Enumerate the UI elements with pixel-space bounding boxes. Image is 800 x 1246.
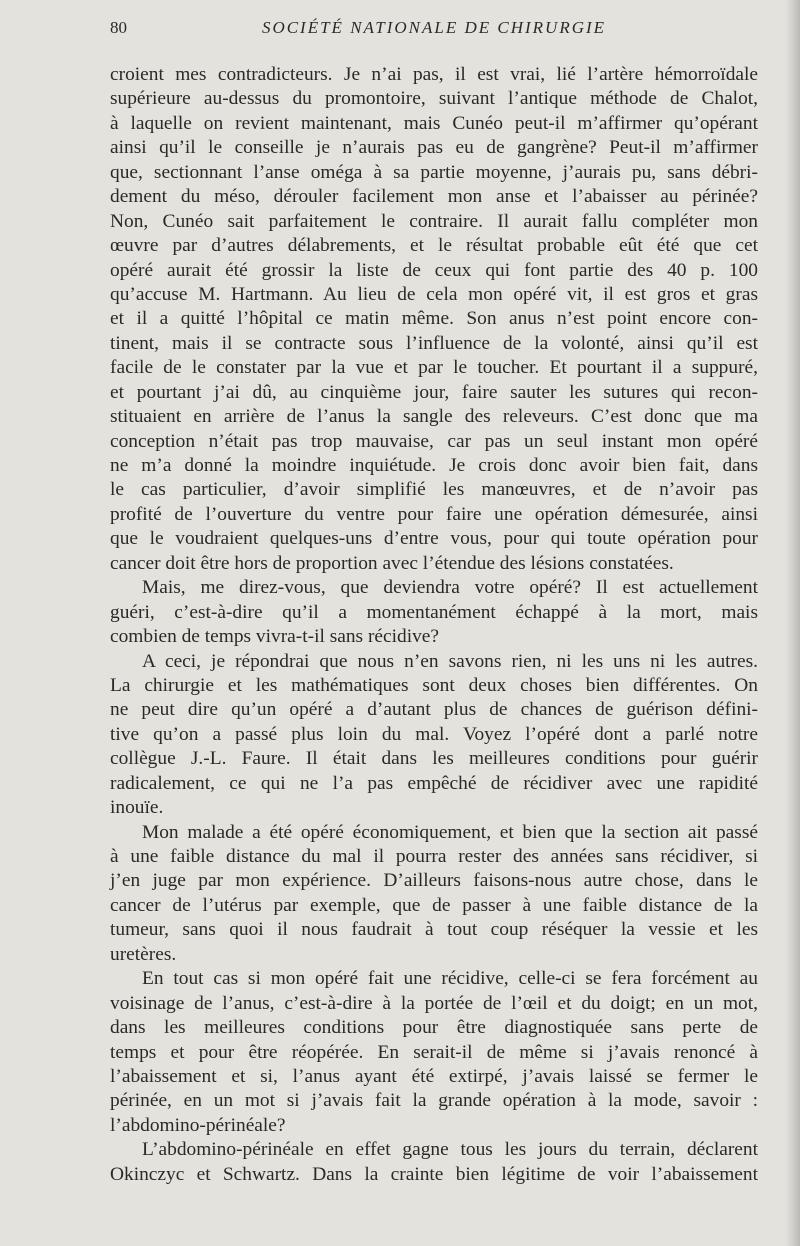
body-text <box>110 63 758 1187</box>
text-line: temps et pour être réopérée. En serait-il de même si j’avais renoncé à <box>110 1041 758 1063</box>
text-line: ainsi qu’il le conseille je n’aurais pas eu de gangrène? Peut-il m’affirmer <box>110 137 758 159</box>
text-line: cancer doit être hors de proportion avec l’étendue des lésions constatées. <box>110 552 674 574</box>
text-line: j’en juge par mon expérience. D’ailleurs faisons-nous autre chose, dans le <box>110 870 758 892</box>
text-line: combien de temps vivra-t-il sans récidive? <box>110 626 439 648</box>
text-line: que, sectionnant l’anse oméga à sa partie moyenne, j’aurais pu, sans débri- <box>110 161 758 183</box>
text-line: Mon malade a été opéré économiquement, et bien que la section ait passé <box>142 821 758 843</box>
text-line: tinent, mais il se contracte sous l’influence de la volonté, ainsi qu’il est <box>110 332 758 354</box>
text-line: voisinage de l’anus, c’est-à-dire à la portée de l’œil et du doigt; en un mot, <box>110 992 758 1014</box>
text-line: Okinczyc et Schwartz. Dans la crainte bien légitime de voir l’abaissement <box>110 1163 758 1185</box>
text-line: En tout cas si mon opéré fait une récidive, celle-ci se fera forcément au <box>142 968 758 990</box>
text-line: conception n’était pas trop mauvaise, car pas un seul instant mon opéré <box>110 430 758 452</box>
text-line: périnée, en un mot si j’avais fait la grande opération à la mode, savoir : <box>110 1090 758 1112</box>
text-line: qu’accuse M. Hartmann. Au lieu de cela mon opéré vit, il est gros et gras <box>110 283 758 305</box>
page-header <box>110 18 758 46</box>
text-line: dement du méso, dérouler facilement mon anse et l’abaisser au périnée? <box>110 186 758 208</box>
text-line: l’abaissement et si, l’anus ayant été extirpé, j’avais laissé se fermer le <box>110 1065 758 1087</box>
text-line: uretères. <box>110 943 177 965</box>
text-line: stituaient en arrière de l’anus la sangle des releveurs. C’est donc que ma <box>110 406 758 428</box>
text-line: facile de le constater par la vue et par le toucher. Et pourtant il a suppuré, <box>110 357 758 379</box>
text-line: ne peut dire qu’un opéré a d’autant plus de chances de guérison défini- <box>110 699 758 721</box>
text-line: et il a quitté l’hôpital ce matin même. Son anus n’est point encore con- <box>110 308 758 330</box>
text-line: que le voudraient quelques-uns d’entre vous, pour qui toute opération pour <box>110 528 758 550</box>
text-line: ne m’a donné la moindre inquiétude. Je crois donc avoir bien fait, dans <box>110 455 758 476</box>
text-line: tive qu’on a passé plus loin du mal. Voyez l’opéré dont a parlé notre <box>110 723 758 745</box>
text-line: œuvre par d’autres délabrements, et le résultat probable eût été que cet <box>110 235 758 257</box>
text-line: Non, Cunéo sait parfaitement le contraire. Il aurait fallu compléter mon <box>110 210 758 232</box>
text-line: guéri, c’est-à-dire qu’il a momentanément échappé à la mort, mais <box>110 601 758 623</box>
text-line: croient mes contradicteurs. Je n’ai pas, il est vrai, lié l’artère hémorroïdale <box>110 64 758 85</box>
text-line: à laquelle on revient maintenant, mais Cunéo peut-il m’affirmer qu’opérant <box>110 112 758 134</box>
text-line: La chirurgie et les mathématiques sont deux choses bien différentes. On <box>110 674 758 696</box>
text-line: et pourtant j’ai dû, au cinquième jour, faire sauter les sutures qui recon- <box>110 381 758 403</box>
text-line: collègue J.-L. Faure. Il était dans les meilleures conditions pour guérir <box>110 748 758 770</box>
text-line: l’abdomino-périnéale? <box>110 1114 286 1136</box>
text-line: L’abdomino-périnéale en effet gagne tous les jours du terrain, déclarent <box>142 1139 758 1161</box>
page-number: 80 <box>110 18 127 37</box>
text-line: Mais, me direz-vous, que deviendra votre opéré? Il est actuellement <box>142 577 758 599</box>
text-line: supérieure au-dessus du promontoire, suivant l’antique méthode de Chalot, <box>110 88 758 110</box>
text-line: profité de l’ouverture du ventre pour faire une opération démesurée, ainsi <box>110 503 758 525</box>
text-line: cancer de l’utérus par exemple, que de passer à une faible distance de la <box>110 894 758 916</box>
text-line: le cas particulier, d’avoir simplifié les manœuvres, et de n’avoir pas <box>110 479 758 501</box>
running-title: SOCIÉTÉ NATIONALE DE CHIRURGIE <box>261 18 607 37</box>
text-line: A ceci, je répondrai que nous n’en savons rien, ni les uns ni les autres. <box>142 650 758 672</box>
text-line: dans les meilleures conditions pour être diagnostiquée sans perte de <box>110 1017 758 1039</box>
text-line: opéré aurait été grossir la liste de ceux qui font partie des 40 p. 100 <box>110 259 758 281</box>
text-line: à une faible distance du mal il pourra rester des années sans récidiver, si <box>110 846 758 867</box>
page-edge-shadow <box>786 0 800 1246</box>
text-line: inouïe. <box>110 797 164 819</box>
text-line: radicalement, ce qui ne l’a pas empêché de récidiver avec une rapidité <box>110 772 758 794</box>
text-line: tumeur, sans quoi il nous faudrait à tout coup réséquer la vessie et les <box>110 919 758 941</box>
